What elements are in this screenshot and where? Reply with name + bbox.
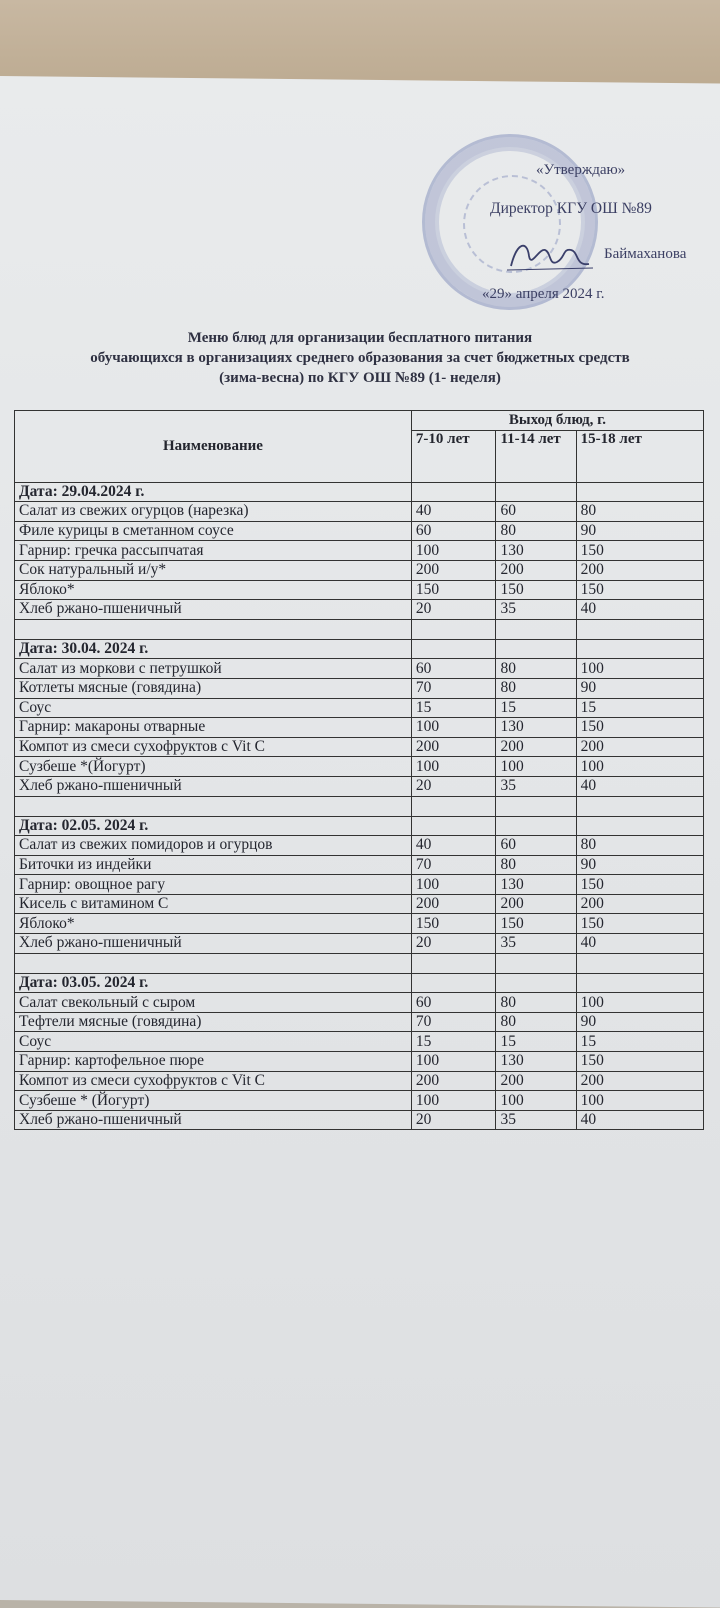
dish-row	[15, 894, 704, 914]
portion-7-10-cell: 40	[411, 836, 496, 856]
empty-cell	[411, 796, 496, 816]
empty-cell	[496, 619, 576, 639]
dish-row	[15, 1032, 704, 1052]
portion-15-18-cell: 90	[576, 678, 703, 698]
portion-11-14-cell: 150	[496, 580, 576, 600]
official-stamp	[422, 134, 598, 310]
empty-cell	[496, 482, 576, 502]
header-age-7-10: 7-10 лет	[411, 430, 496, 482]
dish-row	[15, 1012, 704, 1032]
portion-7-10-cell: 70	[411, 855, 496, 875]
portion-15-18-cell: 100	[576, 659, 703, 679]
empty-cell	[496, 816, 576, 836]
dish-name-cell: Яблоко*	[15, 914, 412, 934]
dish-name-cell: Сок натуральный и/у*	[15, 560, 412, 580]
portion-11-14-cell: 150	[496, 914, 576, 934]
portion-7-10-cell: 100	[411, 1091, 496, 1111]
portion-7-10-cell: 100	[411, 1052, 496, 1072]
portion-15-18-cell: 150	[576, 718, 703, 738]
portion-7-10-cell: 200	[411, 894, 496, 914]
header-age-15-18: 15-18 лет	[576, 430, 703, 482]
empty-cell	[576, 816, 703, 836]
spacer-row	[15, 619, 704, 639]
portion-15-18-cell: 150	[576, 1052, 703, 1072]
portion-7-10-cell: 15	[411, 1032, 496, 1052]
portion-7-10-cell: 15	[411, 698, 496, 718]
portion-15-18-cell: 200	[576, 1071, 703, 1091]
dish-row	[15, 737, 704, 757]
dish-name-cell: Хлеб ржано-пшеничный	[15, 776, 412, 796]
dish-row	[15, 600, 704, 620]
portion-15-18-cell: 100	[576, 757, 703, 777]
portion-7-10-cell: 70	[411, 678, 496, 698]
signature-scribble	[505, 236, 595, 276]
portion-11-14-cell: 80	[496, 659, 576, 679]
dish-name-cell: Кисель с витамином С	[15, 894, 412, 914]
dish-row	[15, 855, 704, 875]
title-line-3: (зима-весна) по КГУ ОШ №89 (1- неделя)	[219, 370, 501, 386]
portion-15-18-cell: 80	[576, 836, 703, 856]
dish-row	[15, 718, 704, 738]
portion-15-18-cell: 80	[576, 502, 703, 522]
portion-11-14-cell: 35	[496, 934, 576, 954]
dish-name-cell: Котлеты мясные (говядина)	[15, 678, 412, 698]
menu-table-body	[15, 482, 704, 1130]
dish-row	[15, 502, 704, 522]
dish-name-cell: Гарнир: макароны отварные	[15, 718, 412, 738]
empty-cell	[576, 953, 703, 973]
portion-7-10-cell: 200	[411, 560, 496, 580]
approval-name: Баймаханова	[604, 246, 687, 262]
document-content	[0, 76, 720, 1600]
date-row	[15, 816, 704, 836]
dish-row	[15, 875, 704, 895]
dish-name-cell: Сузбеше *(Йогурт)	[15, 757, 412, 777]
dish-row	[15, 1110, 704, 1130]
portion-11-14-cell: 130	[496, 541, 576, 561]
portion-15-18-cell: 150	[576, 541, 703, 561]
dish-row	[15, 1071, 704, 1091]
portion-15-18-cell: 100	[576, 993, 703, 1013]
empty-cell	[411, 482, 496, 502]
portion-15-18-cell: 90	[576, 521, 703, 541]
dish-row	[15, 934, 704, 954]
spacer-row	[15, 953, 704, 973]
empty-cell	[15, 796, 412, 816]
empty-cell	[576, 482, 703, 502]
empty-cell	[576, 619, 703, 639]
dish-name-cell: Хлеб ржано-пшеничный	[15, 934, 412, 954]
portion-7-10-cell: 60	[411, 521, 496, 541]
dish-row	[15, 1052, 704, 1072]
menu-table	[14, 410, 704, 1130]
empty-cell	[411, 619, 496, 639]
dish-name-cell: Гарнир: картофельное пюре	[15, 1052, 412, 1072]
portion-11-14-cell: 60	[496, 502, 576, 522]
portion-7-10-cell: 60	[411, 993, 496, 1013]
dish-row	[15, 580, 704, 600]
portion-15-18-cell: 200	[576, 894, 703, 914]
portion-11-14-cell: 200	[496, 737, 576, 757]
portion-15-18-cell: 200	[576, 560, 703, 580]
portion-11-14-cell: 35	[496, 600, 576, 620]
dish-name-cell: Сузбеше * (Йогурт)	[15, 1091, 412, 1111]
empty-cell	[496, 639, 576, 659]
portion-15-18-cell: 40	[576, 600, 703, 620]
portion-11-14-cell: 100	[496, 757, 576, 777]
portion-11-14-cell: 80	[496, 855, 576, 875]
dish-row	[15, 541, 704, 561]
dish-name-cell: Компот из смеси сухофруктов с Vit C	[15, 737, 412, 757]
portion-7-10-cell: 20	[411, 1110, 496, 1130]
portion-15-18-cell: 150	[576, 875, 703, 895]
date-row	[15, 639, 704, 659]
dish-name-cell: Тефтели мясные (говядина)	[15, 1012, 412, 1032]
portion-15-18-cell: 40	[576, 1110, 703, 1130]
portion-7-10-cell: 20	[411, 600, 496, 620]
portion-15-18-cell: 90	[576, 1012, 703, 1032]
dish-row	[15, 776, 704, 796]
portion-11-14-cell: 15	[496, 1032, 576, 1052]
portion-15-18-cell: 100	[576, 1091, 703, 1111]
portion-7-10-cell: 20	[411, 776, 496, 796]
portion-7-10-cell: 100	[411, 757, 496, 777]
portion-11-14-cell: 80	[496, 993, 576, 1013]
empty-cell	[411, 816, 496, 836]
dish-name-cell: Биточки из индейки	[15, 855, 412, 875]
approval-date: «29» апреля 2024 г.	[482, 286, 605, 302]
empty-cell	[496, 796, 576, 816]
date-row	[15, 482, 704, 502]
portion-15-18-cell: 15	[576, 698, 703, 718]
empty-cell	[15, 619, 412, 639]
dish-name-cell: Салат из моркови с петрушкой	[15, 659, 412, 679]
dish-name-cell: Салат из свежих помидоров и огурцов	[15, 836, 412, 856]
dish-name-cell: Хлеб ржано-пшеничный	[15, 1110, 412, 1130]
dish-row	[15, 521, 704, 541]
header-age-11-14: 11-14 лет	[496, 430, 576, 482]
date-cell: Дата: 30.04. 2024 г.	[15, 639, 412, 659]
header-name: Наименование	[15, 411, 412, 483]
portion-11-14-cell: 35	[496, 1110, 576, 1130]
dish-row	[15, 993, 704, 1013]
empty-cell	[496, 973, 576, 993]
dish-name-cell: Яблоко*	[15, 580, 412, 600]
portion-11-14-cell: 80	[496, 678, 576, 698]
dish-row	[15, 1091, 704, 1111]
dish-row	[15, 678, 704, 698]
empty-cell	[576, 796, 703, 816]
portion-7-10-cell: 60	[411, 659, 496, 679]
portion-7-10-cell: 150	[411, 580, 496, 600]
dish-row	[15, 914, 704, 934]
portion-11-14-cell: 130	[496, 1052, 576, 1072]
portion-7-10-cell: 100	[411, 875, 496, 895]
portion-7-10-cell: 70	[411, 1012, 496, 1032]
dish-name-cell: Гарнир: овощное рагу	[15, 875, 412, 895]
title-line-2: обучающихся в организациях среднего образования за счет бюджетных средств	[90, 350, 630, 366]
portion-7-10-cell: 200	[411, 1071, 496, 1091]
portion-11-14-cell: 35	[496, 776, 576, 796]
portion-11-14-cell: 15	[496, 698, 576, 718]
portion-15-18-cell: 150	[576, 580, 703, 600]
date-row	[15, 973, 704, 993]
portion-7-10-cell: 150	[411, 914, 496, 934]
dish-name-cell: Соус	[15, 1032, 412, 1052]
spacer-row	[15, 796, 704, 816]
portion-15-18-cell: 40	[576, 776, 703, 796]
empty-cell	[411, 953, 496, 973]
portion-11-14-cell: 200	[496, 1071, 576, 1091]
title-line-1: Меню блюд для организации бесплатного питания	[187, 330, 533, 346]
dish-name-cell: Салат из свежих огурцов (нарезка)	[15, 502, 412, 522]
portion-15-18-cell: 150	[576, 914, 703, 934]
portion-11-14-cell: 60	[496, 836, 576, 856]
portion-7-10-cell: 40	[411, 502, 496, 522]
portion-11-14-cell: 100	[496, 1091, 576, 1111]
empty-cell	[411, 973, 496, 993]
dish-name-cell: Гарнир: гречка рассыпчатая	[15, 541, 412, 561]
empty-cell	[496, 953, 576, 973]
dish-row	[15, 659, 704, 679]
portion-11-14-cell: 80	[496, 1012, 576, 1032]
dish-row	[15, 698, 704, 718]
document-title	[0, 328, 720, 388]
approval-heading: «Утверждаю»	[536, 162, 626, 178]
portion-15-18-cell: 15	[576, 1032, 703, 1052]
dish-row	[15, 836, 704, 856]
portion-7-10-cell: 100	[411, 541, 496, 561]
empty-cell	[576, 973, 703, 993]
dish-row	[15, 757, 704, 777]
portion-7-10-cell: 200	[411, 737, 496, 757]
portion-11-14-cell: 130	[496, 875, 576, 895]
dish-name-cell: Соус	[15, 698, 412, 718]
portion-11-14-cell: 80	[496, 521, 576, 541]
dish-name-cell: Хлеб ржано-пшеничный	[15, 600, 412, 620]
dish-name-cell: Салат свекольный с сыром	[15, 993, 412, 1013]
portion-15-18-cell: 90	[576, 855, 703, 875]
dish-name-cell: Филе курицы в сметанном соусе	[15, 521, 412, 541]
portion-15-18-cell: 200	[576, 737, 703, 757]
empty-cell	[576, 639, 703, 659]
portion-11-14-cell: 200	[496, 894, 576, 914]
portion-7-10-cell: 20	[411, 934, 496, 954]
portion-11-14-cell: 130	[496, 718, 576, 738]
dish-name-cell: Компот из смеси сухофруктов с Vit C	[15, 1071, 412, 1091]
portion-11-14-cell: 200	[496, 560, 576, 580]
date-cell: Дата: 02.05. 2024 г.	[15, 816, 412, 836]
empty-cell	[411, 639, 496, 659]
portion-15-18-cell: 40	[576, 934, 703, 954]
empty-cell	[15, 953, 412, 973]
approval-director: Директор КГУ ОШ №89	[490, 200, 652, 217]
dish-row	[15, 560, 704, 580]
date-cell: Дата: 29.04.2024 г.	[15, 482, 412, 502]
header-output: Выход блюд, г.	[411, 411, 703, 431]
portion-7-10-cell: 100	[411, 718, 496, 738]
date-cell: Дата: 03.05. 2024 г.	[15, 973, 412, 993]
